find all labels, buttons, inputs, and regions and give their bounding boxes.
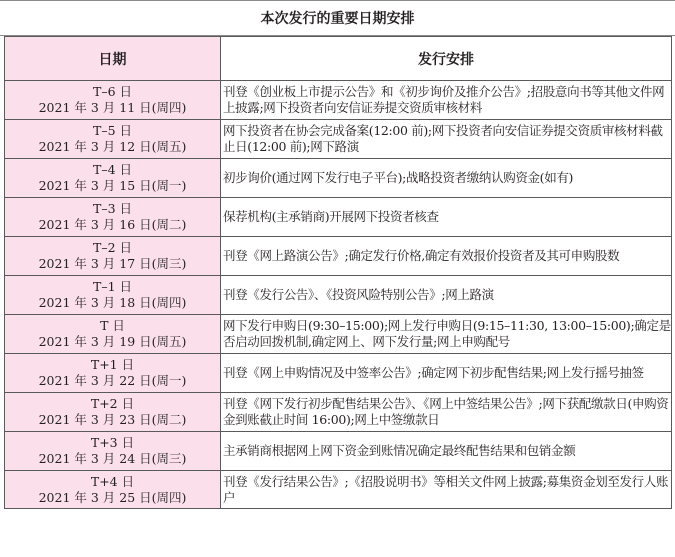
table-row [5,159,672,198]
header-row [5,37,672,81]
table-row [5,237,672,276]
calendar-date: 2021 年 3 月 22 日(周一) [38,373,187,388]
t-day: T+1 日 [90,357,135,372]
calendar-date: 2021 年 3 月 17 日(周三) [38,256,187,271]
plan-cell: 刊登《发行公告》、《投资风险特别公告》;网上路演 [221,276,672,315]
date-cell [5,393,221,432]
calendar-date: 2021 年 3 月 12 日(周五) [38,139,187,154]
calendar-date: 2021 年 3 月 11 日(周四) [38,100,187,115]
table-row [5,120,672,159]
table-row [5,276,672,315]
t-day: T 日 [100,318,125,333]
calendar-date: 2021 年 3 月 24 日(周三) [38,451,187,466]
table-row [5,471,672,509]
t-day: T–2 日 [92,240,132,255]
date-cell [5,354,221,393]
calendar-date: 2021 年 3 月 16 日(周二) [38,217,187,232]
plan-cell: 刊登《网上路演公告》;确定发行价格,确定有效报价投资者及其可申购股数 [221,237,672,276]
t-day: T+4 日 [90,473,135,489]
calendar-date: 2021 年 3 月 19 日(周五) [38,334,187,349]
table-row [5,81,672,120]
date-cell [5,81,221,120]
plan-cell: 刊登《发行结果公告》;《招股说明书》等相关文件网上披露;募集资金划至发行人账户 [221,471,672,509]
date-cell [5,432,221,471]
t-day: T+2 日 [90,396,135,411]
plan-cell: 网下发行申购日(9:30–15:00);网上发行申购日(9:15–11:30, 13:00–15:00);确定是否启动回拨机制,确定网上、网下发行量;网上申购配号 [221,315,672,354]
t-day: T–4 日 [92,162,132,177]
plan-cell: 刊登《创业板上市提示公告》和《初步询价及推介公告》;招股意向书等其他文件网上披露;网下投资者向安信证券提交资质审核材料 [221,81,672,120]
calendar-date: 2021 年 3 月 25 日(周四) [38,489,187,505]
table-row [5,393,672,432]
plan-cell: 初步询价(通过网下发行电子平台);战略投资者缴纳认购资金(如有) [221,159,672,198]
calendar-date: 2021 年 3 月 18 日(周四) [38,295,187,310]
table-row [5,198,672,237]
plan-column-header: 发行安排 [221,37,672,81]
plan-cell: 主承销商根据网上网下资金到账情况确定最终配售结果和包销金额 [221,432,672,471]
calendar-date: 2021 年 3 月 23 日(周二) [38,412,187,427]
date-cell [5,315,221,354]
date-column-header: 日期 [5,37,221,81]
date-cell [5,159,221,198]
table-title: 本次发行的重要日期安排 [0,0,675,36]
date-cell [5,237,221,276]
plan-cell: 刊登《网下发行初步配售结果公告》、《网上中签结果公告》;网下获配缴款日(申购资金到账截止时间 16:00);网上中签缴款日 [221,393,672,432]
date-cell [5,276,221,315]
table-row [5,432,672,471]
date-cell [5,120,221,159]
table-row [5,315,672,354]
plan-cell: 刊登《网上申购情况及中签率公告》;确定网下初步配售结果;网上发行摇号抽签 [221,354,672,393]
calendar-date: 2021 年 3 月 15 日(周一) [38,178,187,193]
schedule-table [4,36,672,509]
table-row [5,354,672,393]
plan-cell: 网下投资者在协会完成备案(12:00 前);网下投资者向安信证券提交资质审核材料截止日(12:00 前);网下路演 [221,120,672,159]
date-cell [5,198,221,237]
t-day: T+3 日 [90,435,135,450]
t-day: T–1 日 [92,279,132,294]
t-day: T–6 日 [92,84,132,99]
t-day: T–5 日 [92,123,132,138]
plan-cell: 保荐机构(主承销商)开展网下投资者核查 [221,198,672,237]
t-day: T–3 日 [92,201,132,216]
date-cell [5,471,221,509]
